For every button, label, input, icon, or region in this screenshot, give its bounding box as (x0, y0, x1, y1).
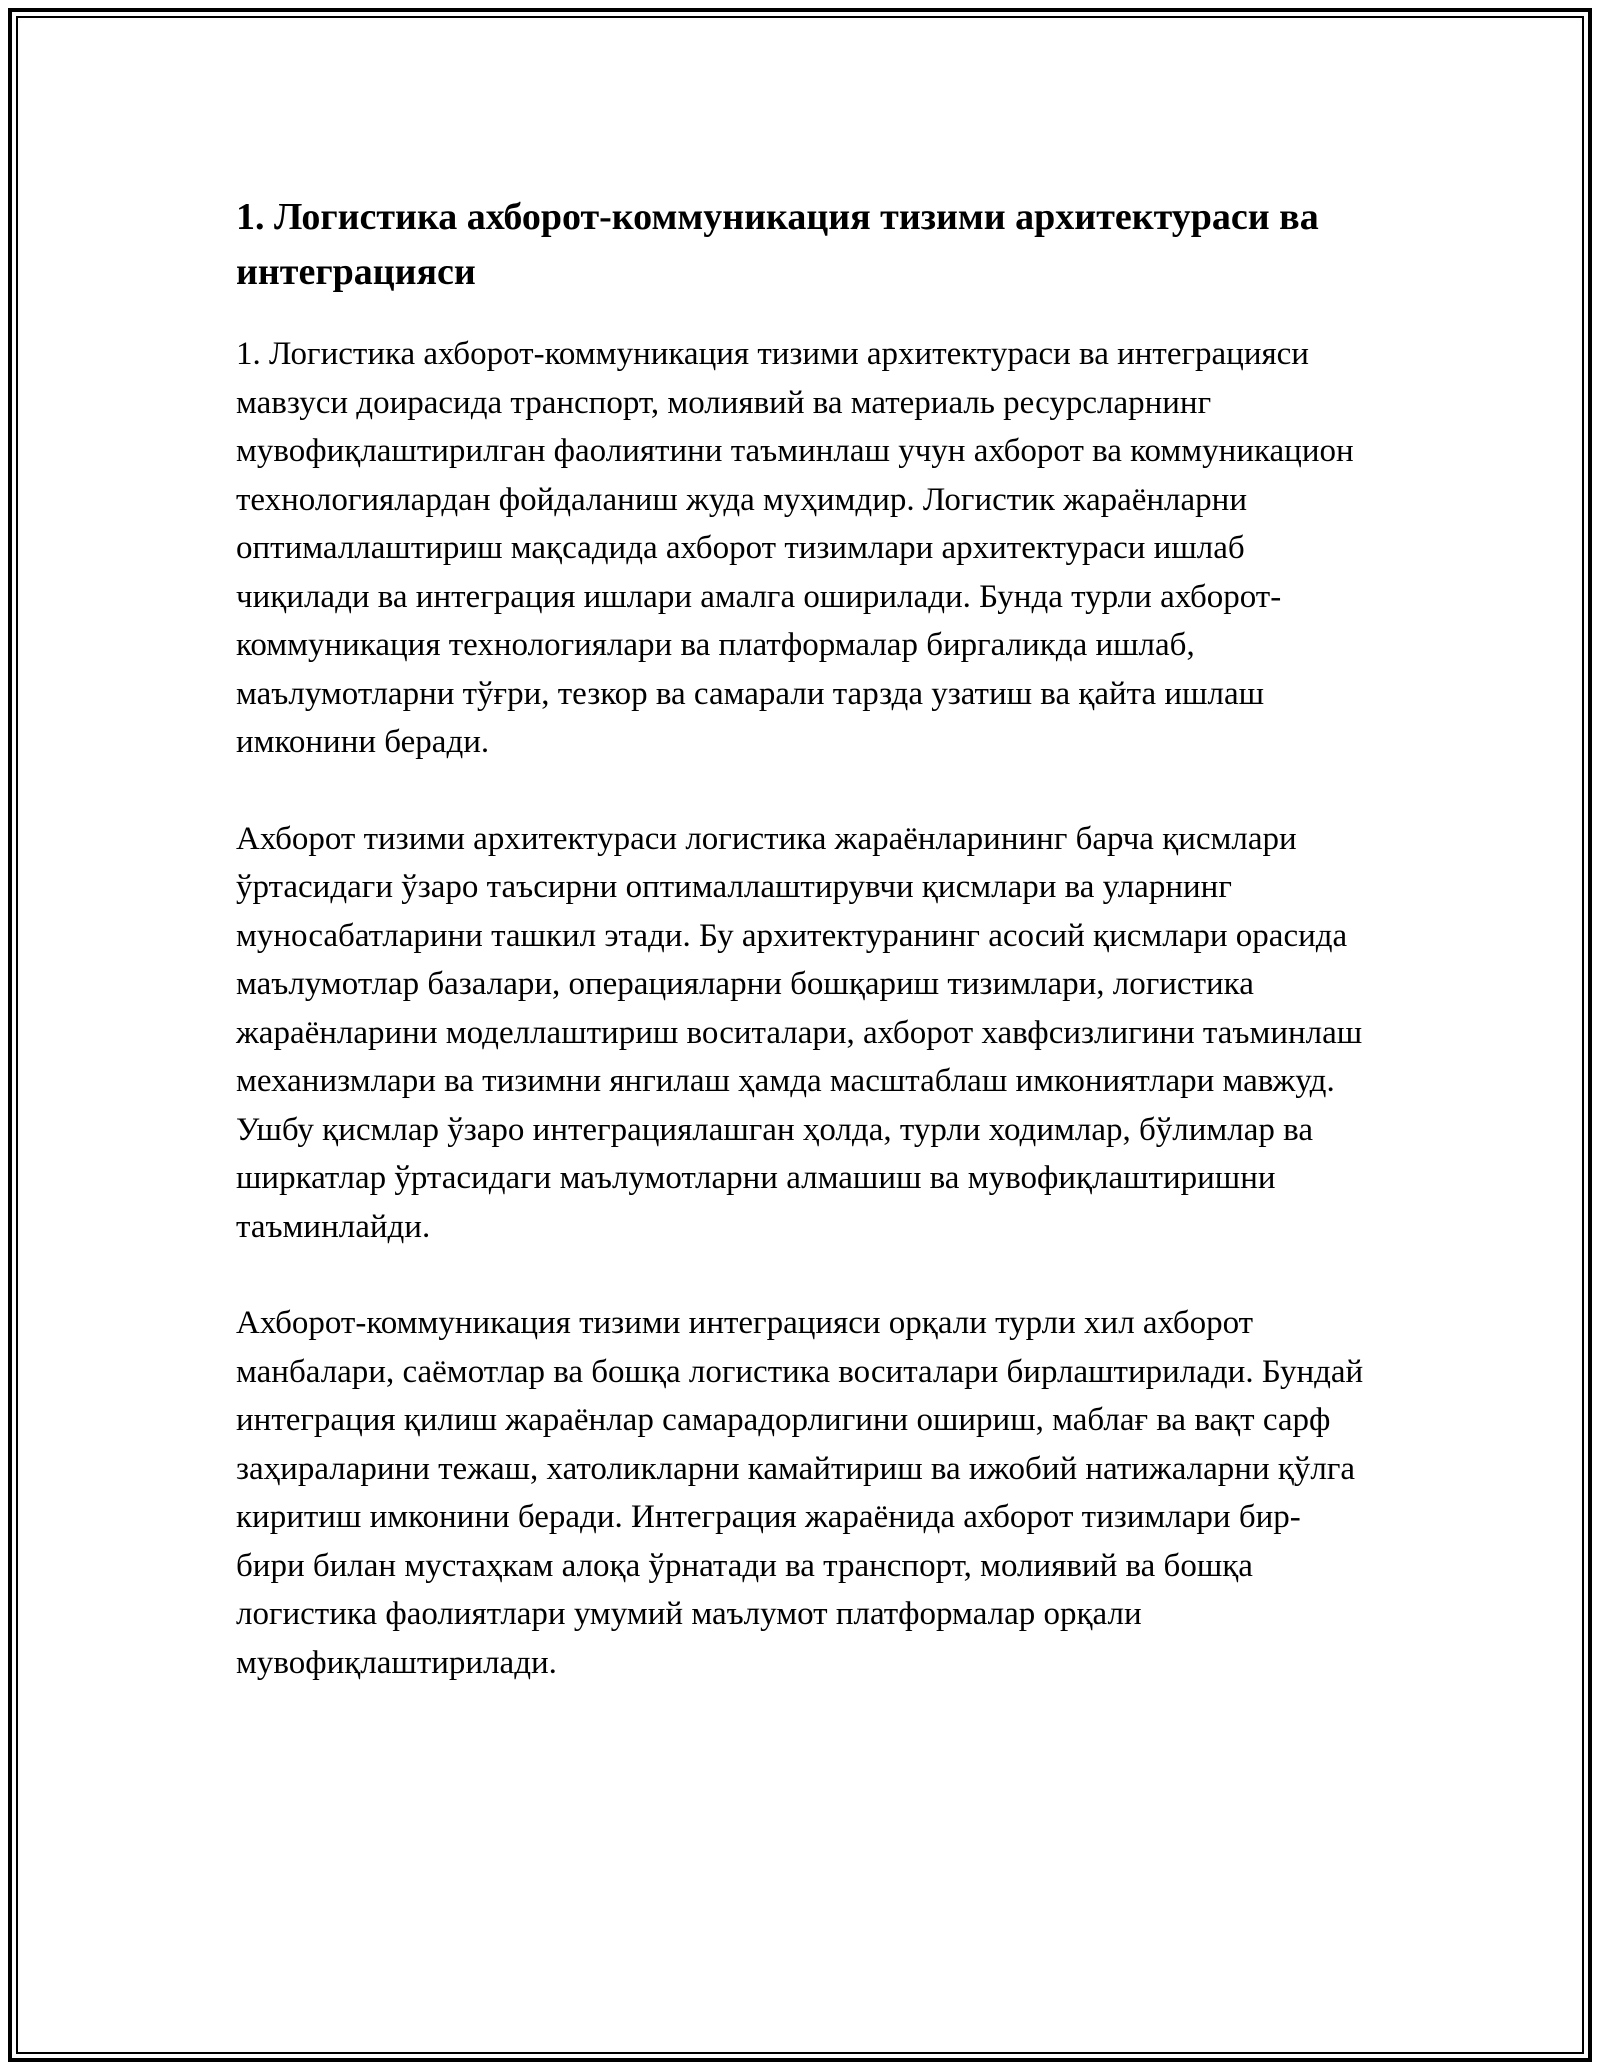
paragraph-2: Ахборот тизими архитектураси логистика жараёнларининг барча қисмлари ўртасидаги ўзаро таъсирни оптималлаштирувчи қисмлари ва уларнинг муносабатларини ташкил этади. Бу архитектуранинг асосий қисмлари орасида маълумотлар базалари, операцияларни бошқариш тизимлари, логистика жараёнларини моделлаштириш воситалари, ахборот хавфсизлигини таъминлаш механизмлари ва тизимни янгилаш ҳамда масштаблаш имкониятлари мавжуд. Ушбу қисмлар ўзаро интеграциялашган ҳолда, турли ходимлар, бўлимлар ва ширкатлар ўртасидаги маълумотларни алмашиш ва мувофиқлаштиришни таъминлайди. (236, 820, 1363, 1245)
document-body (236, 190, 1366, 1735)
document-heading: 1. Логистика ахборот-коммуникация тизими архитектураси ва интеграцияси (236, 196, 1319, 293)
paragraph-3: Ахборот-коммуникация тизими интеграцияси орқали турли хил ахборот манбалари, саёмотлар ва бошқа логистика воситалари бирлаштирилади. Бундай интеграция қилиш жараёнлар самарадорлигини ошириш, маблағ ва вақт сарф заҳираларини тежаш, хатоликларни камайтириш ва ижобий натижаларни қўлга киритиш имконини беради. Интеграция жараёнида ахборот тизимлари бир-бири билан мустаҳкам алоқа ўрнатади ва транспорт, молиявий ва бошқа логистика фаолиятлари умумий маълумот платформалар орқали мувофиқлаштирилади. (236, 1305, 1364, 1681)
paragraph-1: 1. Логистика ахборот-коммуникация тизими архитектураси ва интеграцияси мавзуси доирасида транспорт, молиявий ва материаль ресурсларнинг мувофиқлаштирилган фаолиятини таъминлаш учун ахборот ва коммуникацион технологиялардан фойдаланиш жуда муҳимдир. Логистик жараёнларни оптималлаштириш мақсадида ахборот тизимлари архитектураси ишлаб чиқилади ва интеграция ишлари амалга оширилади. Бунда турли ахборот-коммуникация технологиялари ва платформалар биргаликда ишлаб, маълумотларни тўғри, тезкор ва самарали тарзда узатиш ва қайта ишлаш имконини беради. (236, 336, 1354, 760)
